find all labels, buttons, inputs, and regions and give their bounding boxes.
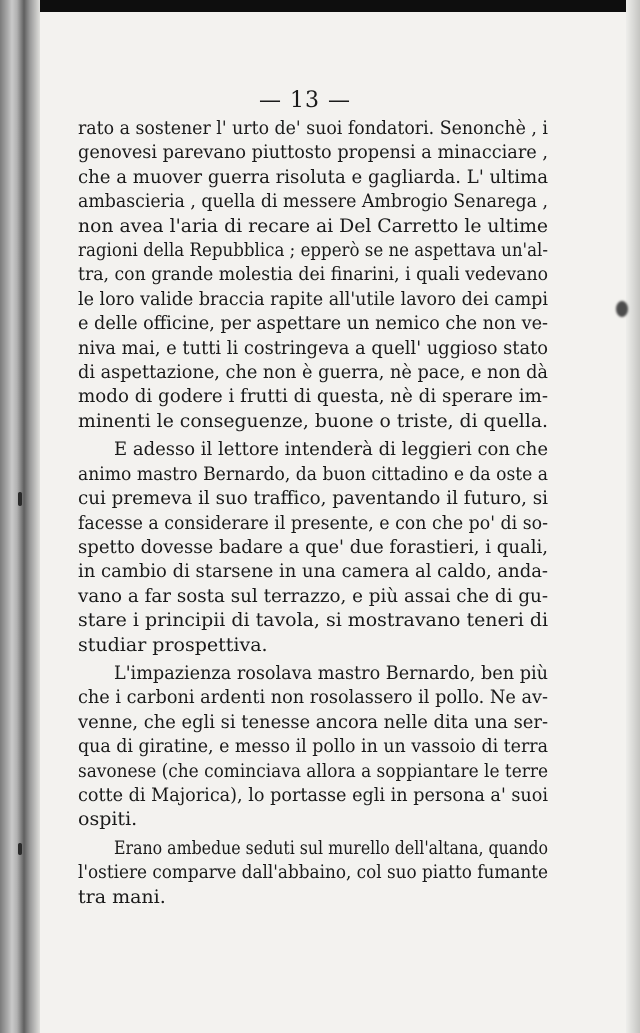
paragraph [78, 836, 548, 909]
text-line: venne, che egli si tenesse ancora nelle dita una ser- [78, 710, 548, 733]
text-line: ospiti. [78, 808, 138, 831]
text-line: qua di giratine, e messo il pollo in un vassoio di terra [78, 735, 549, 758]
spine-mark [18, 843, 22, 855]
text-line: cui premeva il suo traffico, paventando il futuro, si [78, 487, 548, 510]
text-line: minenti le conseguenze, buone o triste, di quella. [78, 409, 549, 432]
ink-blot [616, 301, 628, 317]
text-line: studiar prospettiva. [78, 633, 268, 656]
text-line: ambascieria , quella di messere Ambrogio Senarega , [78, 190, 548, 213]
page-number: — 13 — [259, 88, 351, 113]
book-spine-shadow [0, 0, 40, 1033]
text-line: stare i principii di tavola, si mostravano teneri di [78, 609, 549, 632]
text-line: ragioni della Repubblica ; epperò se ne aspettava un'al- [78, 239, 548, 262]
text-line: rato a sostener l' urto de' suoi fondatori. Senonchè , i [78, 117, 548, 139]
paragraph [78, 437, 548, 657]
text-line: E adesso il lettore intenderà di leggieri con che [114, 438, 548, 461]
text-line: in cambio di starsene in una camera al caldo, anda- [78, 560, 548, 583]
text-line: cotte di Majorica), lo portasse egli in persona a' suoi [78, 783, 549, 806]
paragraph [78, 661, 548, 832]
text-line: le loro valide braccia rapite all'utile lavoro dei campi [78, 287, 549, 310]
text-line: spetto dovesse badare a que' due forastieri, i quali, [78, 535, 549, 558]
text-line: vano a far sosta sul terrazzo, e più assai che di gu- [78, 584, 549, 607]
body-text [78, 116, 548, 909]
spine-mark [18, 492, 22, 506]
text-line: animo mastro Bernardo, da buon cittadino e da oste a [78, 462, 549, 485]
text-line: Erano ambedue seduti sul murello dell'altana, quando [114, 836, 548, 859]
text-line: tra mani. [78, 885, 166, 908]
text-line: niva mai, e tutti li costringeva a quell' uggioso stato [78, 336, 549, 359]
text-line: e delle officine, per aspettare un nemico che non ve- [78, 312, 548, 335]
scan-top-border [0, 0, 640, 12]
page-right-edge [626, 0, 640, 1033]
text-line: genovesi parevano piuttosto propensi a minacciare , [78, 141, 549, 164]
text-line: savonese (che cominciava allora a soppiantare le terre [78, 759, 548, 782]
text-line: di aspettazione, che non è guerra, nè pace, e non dà [78, 361, 548, 384]
paragraph [78, 116, 548, 433]
text-line: che a muover guerra risoluta e gagliarda. L' ultima [78, 165, 548, 188]
text-line: tra, con grande molestia dei finarini, i quali vedevano [78, 263, 549, 286]
text-line: modo di godere i frutti di questa, nè di sperare im- [78, 385, 548, 408]
text-line: l'ostiere comparve dall'abbaino, col suo piatto fumante [78, 861, 549, 884]
text-line: non avea l'aria di recare ai Del Carretto le ultime [78, 214, 549, 237]
text-line: L'impazienza rosolava mastro Bernardo, ben più [114, 661, 548, 684]
text-line: che i carboni ardenti non rosolassero il pollo. Ne av- [78, 686, 548, 709]
text-line: facesse a considerare il presente, e con che po' di so- [78, 511, 548, 534]
